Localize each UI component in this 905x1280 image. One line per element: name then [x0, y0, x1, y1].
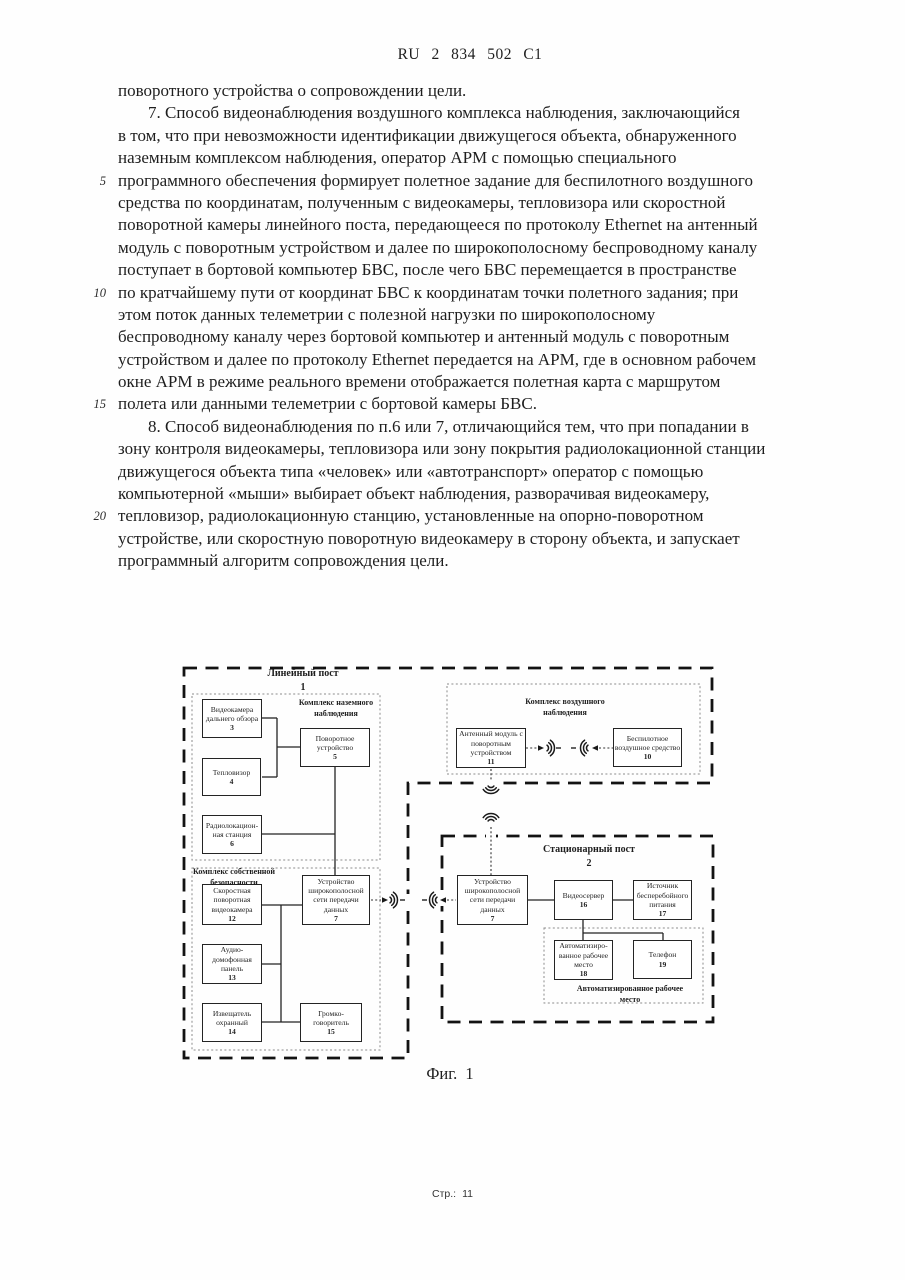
label-air-complex — [525, 697, 605, 719]
page-label: Стр.: — [432, 1188, 457, 1200]
label-workstation-group — [577, 984, 683, 1006]
block-label: сети передачи — [313, 895, 359, 905]
margin-line-number: 15 — [93, 397, 106, 412]
block-label: Источник — [646, 881, 679, 891]
block-audio-intercom-panel — [202, 944, 262, 984]
block-video-camera-long-range — [202, 699, 262, 738]
claim-text: тепловизор, радиолокационную станцию, установленные на опорно-поворотном — [118, 506, 704, 526]
block-label: Антенный модуль с — [459, 729, 523, 739]
block-label: данных — [323, 904, 349, 914]
group-label-text: Комплекс воздушного — [525, 697, 605, 706]
block-number: 16 — [579, 900, 588, 909]
block-speed-ptz-camera — [202, 884, 262, 925]
block-rotary-device — [300, 728, 370, 767]
block-broadband-network-unit-linear — [302, 875, 370, 925]
block-number: 13 — [228, 973, 236, 983]
block-label: Поворотное — [315, 733, 355, 743]
block-broadband-network-unit-stationary — [457, 875, 528, 925]
group-label-text: наблюдения — [314, 708, 358, 718]
block-telephone — [633, 940, 692, 979]
group-label-text: Автоматизированное рабочее — [576, 984, 684, 993]
label-stationary-post — [543, 843, 635, 870]
margin-line-number: 5 — [99, 173, 106, 188]
block-number: 5 — [333, 752, 337, 762]
block-label: широкополосной — [464, 886, 521, 896]
wireless-signal-icon — [483, 814, 499, 821]
page-footer — [0, 1188, 905, 1200]
claim-text: поворотной камеры линейного поста, передающееся по протоколу Ethernet на антенный — [118, 215, 758, 235]
block-label: видеокамера — [211, 904, 253, 914]
block-ups — [633, 880, 692, 920]
block-label: бесперебойного — [636, 890, 689, 900]
group-label-text: Стационарный пост — [543, 844, 635, 855]
block-number: 17 — [658, 909, 667, 919]
block-label: панель — [220, 964, 244, 973]
wireless-signal-icon — [547, 740, 554, 756]
claim-text: окне АРМ в режиме реального времени отображается полетная карта с маршрутом — [118, 372, 721, 392]
group-label-text: Линейный пост — [267, 668, 339, 679]
block-number: 7 — [490, 913, 495, 923]
wireless-signal-icon — [581, 740, 588, 756]
block-video-server — [554, 880, 613, 920]
block-label: ная станция — [212, 829, 252, 839]
claim-text: по кратчайшему пути от координат БВС к координатам точки полетного задания; при — [118, 282, 739, 302]
claim-text: 8. Способ видеонаблюдения по п.6 или 7, отличающийся тем, что при попадании в — [148, 416, 749, 436]
margin-line-number: 20 — [93, 509, 106, 524]
block-label: ванное рабочее — [558, 950, 609, 960]
block-label: Извещатель — [212, 1008, 252, 1018]
block-label: Громко- — [318, 1008, 344, 1018]
figure-caption: Фиг. 1 — [426, 1064, 474, 1083]
page-number: 11 — [462, 1188, 473, 1200]
claim-text: устройстве, или скоростную поворотную видеокамеру в сторону объекта, и запускает — [118, 528, 740, 548]
block-label: Радиолокацион- — [205, 820, 259, 830]
block-number: 15 — [327, 1027, 335, 1037]
group-label-text: Комплекс наземного — [298, 698, 374, 707]
block-label: Устройство — [474, 876, 511, 886]
block-label: Устройство — [317, 876, 355, 886]
block-label: устройством — [470, 748, 512, 757]
wireless-signal-icon — [430, 892, 437, 908]
claim-text: средства по координатам, полученным с видеокамеры, тепловизора или скоростной — [118, 192, 726, 212]
block-thermal-imager — [202, 758, 261, 796]
claim-text: поступает в бортовой компьютер БВС, после чего БВС перемещается в пространстве — [118, 260, 737, 280]
block-number: 18 — [579, 969, 588, 979]
claim-text: движущегося объекта типа «человек» или «автотранспорт» оператор с помощью — [118, 461, 704, 481]
label-ground-complex — [299, 698, 373, 720]
block-antenna-module — [456, 728, 526, 768]
block-loudspeaker — [300, 1003, 362, 1042]
claim-text: зону контроля видеокамеры, тепловизора или зону покрытия радиолокационной станции — [118, 439, 766, 459]
block-number: 12 — [228, 913, 236, 923]
claim-text: программный алгоритм сопровождения цели. — [118, 551, 449, 571]
group-label-text: наблюдения — [543, 707, 587, 717]
block-number: 19 — [658, 959, 667, 969]
block-number: 10 — [643, 752, 652, 762]
claim-text: модуль с поворотным устройством и далее по широкополосному беспроводному каналу — [118, 237, 758, 257]
claim-text: наземным комплексом наблюдения, оператор АРМ с помощью специального — [118, 148, 677, 168]
block-uav — [613, 728, 682, 767]
claim-text: программного обеспечения формирует полетное задание для беспилотного воздушного — [118, 170, 753, 190]
block-number: 4 — [229, 777, 234, 786]
block-radar-station — [202, 815, 262, 854]
block-label: охранный — [216, 1017, 248, 1027]
group-label-text: Комплекс собственной — [192, 867, 276, 876]
block-label: поворотная — [213, 895, 251, 905]
block-label: сети передачи — [469, 895, 516, 905]
block-label: Скоростная — [213, 885, 251, 895]
block-label: место — [574, 960, 593, 969]
block-security-detector — [202, 1003, 262, 1042]
label-security-complex — [193, 867, 275, 889]
claim-text: в том, что при невозможности идентификации движущегося объекта, обнаруженного — [118, 125, 737, 145]
claim-text: полета или данными телеметрии с бортовой камеры БВС. — [118, 394, 537, 414]
block-label: говоритель — [313, 1017, 349, 1027]
block-number: 7 — [334, 913, 338, 923]
block-label: Тепловизор — [212, 767, 251, 777]
block-label: поворотным — [471, 738, 511, 748]
margin-line-number: 10 — [93, 285, 106, 300]
document-number: RU 2 834 502 C1 — [397, 46, 543, 63]
block-label: Автоматизиро- — [559, 941, 608, 951]
group-label-text: безопасности — [210, 877, 258, 887]
claim-text: 7. Способ видеонаблюдения воздушного комплекса наблюдения, заключающийся — [148, 103, 740, 123]
block-label: данных — [480, 904, 505, 914]
block-number: 6 — [230, 839, 234, 849]
block-label: Аудио- — [220, 945, 244, 955]
claim-text: поворотного устройства о сопровождении цели. — [118, 81, 467, 100]
block-label: устройство — [316, 742, 354, 752]
block-number: 14 — [228, 1027, 236, 1037]
block-label: дальнего обзора — [205, 713, 259, 723]
claim-text: этом поток данных телеметрии с полезной нагрузки по широкополосному — [118, 304, 656, 324]
block-label: воздушное средство — [614, 742, 681, 752]
claim-text: компьютерной «мыши» выбирает объект наблюдения, разворачивая видеокамеру, — [118, 484, 710, 504]
block-number: 3 — [230, 723, 234, 733]
block-label: домофонная — [212, 954, 252, 964]
block-label: Видеокамера — [210, 704, 254, 714]
claim-text: устройством и далее по протоколу Ethernet передается на АРМ, где в основном рабочем — [118, 349, 757, 369]
claim-text: беспроводному каналу через бортовой компьютер и антенный модуль с поворотным — [118, 327, 730, 347]
label-linear-post — [267, 667, 338, 694]
block-automated-workstation — [554, 940, 613, 980]
group-label-text: место — [619, 994, 641, 1004]
wireless-signal-icon — [390, 892, 397, 908]
block-label: Видеосервер — [562, 890, 605, 900]
block-label: Телефон — [648, 950, 677, 960]
block-label: питания — [649, 900, 676, 909]
block-label: Беспилотное — [626, 733, 669, 743]
block-number: 11 — [487, 757, 495, 767]
group-number: 2 — [586, 857, 592, 869]
block-label: широкополосной — [308, 886, 364, 896]
group-number: 1 — [300, 681, 306, 693]
